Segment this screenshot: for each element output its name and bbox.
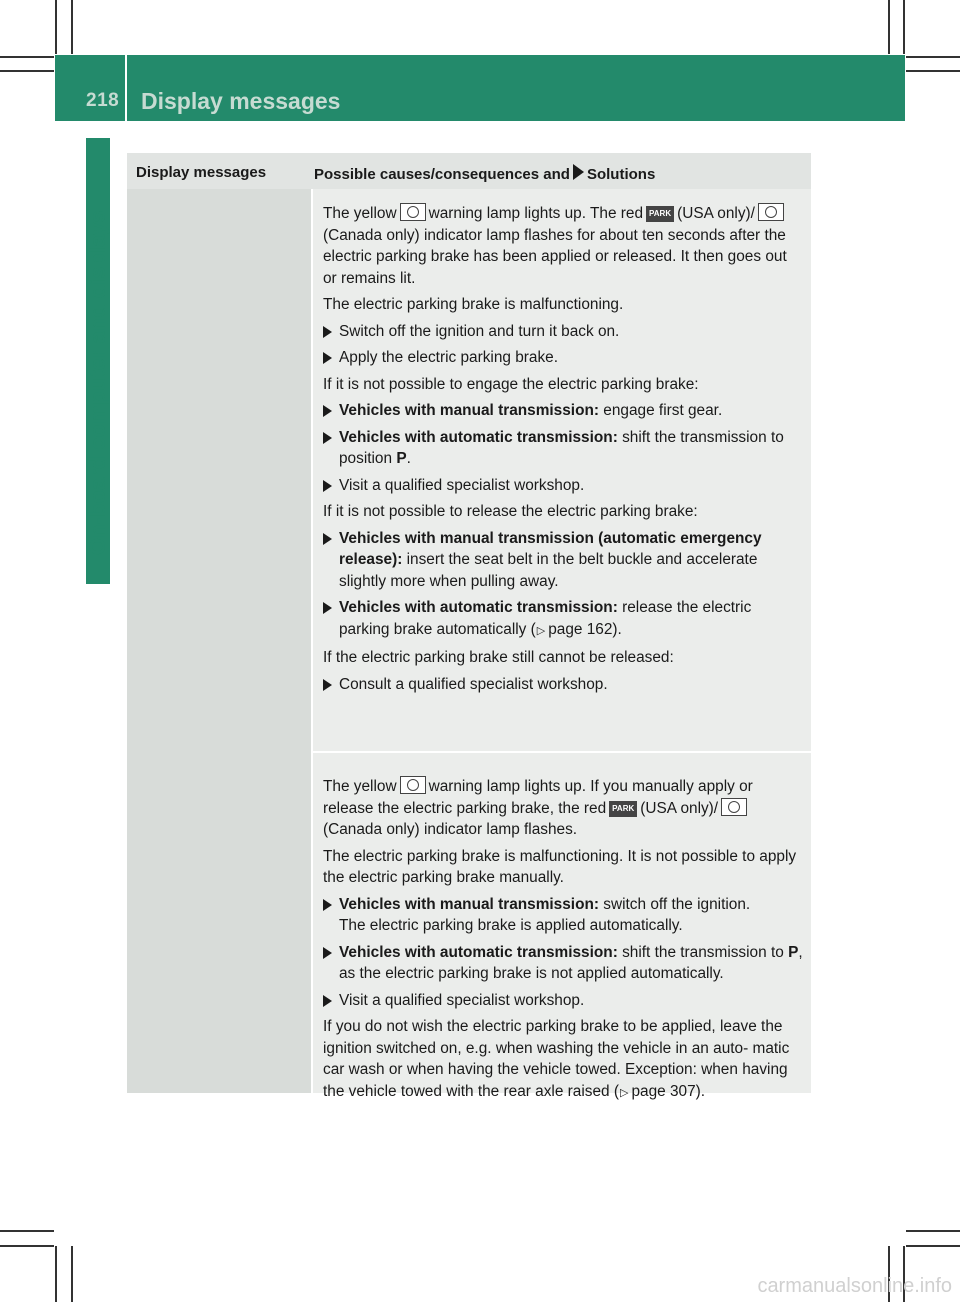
table-header [127,153,811,189]
column-header-display-messages: Display messages [136,164,267,181]
step-text: shift the transmission to position [339,428,784,467]
park-indicator-icon: PARK [609,801,637,817]
crop-mark [903,0,905,54]
step [323,894,803,937]
step-text: shift the transmission to [622,943,784,961]
page-number: 218 [86,90,120,111]
crop-mark [888,0,890,54]
step [323,347,803,369]
solutions-cell [313,189,811,1100]
step-bold: Vehicles with manual transmission (automatic emergency release): [339,529,762,568]
page-title: Display messages [141,88,341,114]
column-header-text: Possible causes/consequences and [314,166,570,183]
step [323,528,803,593]
crop-mark [0,1245,54,1247]
step-text: Switch off the ignition and turn it back on. [339,322,620,340]
column-header-text: Solutions [586,166,656,183]
crop-mark [906,1245,960,1247]
crop-mark [906,1230,960,1232]
table-body [127,189,811,1100]
step-arrow-icon [323,326,332,338]
park-indicator-icon: PARK [646,206,674,222]
step-arrow-icon [323,995,332,1007]
solution-block [313,189,811,753]
text: (USA only)/ [640,799,719,817]
step-arrow-icon [323,432,332,444]
step-arrow-icon [323,679,332,691]
paragraph: If it is not possible to release the electric parking brake: [323,503,698,520]
column-header-solutions [314,153,811,189]
step-arrow-icon [323,602,332,614]
text: warning lamp lights up. If you manually apply or release the electric parking brake, the red [323,778,753,817]
text: warning lamp lights up. The red [428,205,644,222]
step-text: Consult a qualified specialist workshop. [339,675,608,693]
paragraph [323,776,803,841]
parking-brake-indicator-icon [758,203,784,221]
step-text: insert the seat belt in the belt buckle and accelerate slightly more when pulling away. [339,551,758,590]
paragraph: The electric parking brake is malfunctioning. It is not possible to apply the electric parking brake manually. [323,847,797,886]
step-arrow-icon [323,405,332,417]
step-text: release the electric parking brake automatically ( [339,599,752,638]
arrow-icon [573,164,584,180]
step-bold: Vehicles with manual transmission: [339,402,600,419]
parking-brake-indicator-icon [721,798,747,816]
text: (USA only)/ [677,205,755,222]
crop-mark [55,0,57,54]
paragraph [323,1016,803,1104]
page-ref-icon: ▷ [620,1086,629,1099]
text: (Canada only) indicator lamp flashes for about ten seconds after the electric parking brake has been applied or released. It then goes out or remains lit. [323,226,787,287]
step [323,990,803,1012]
step-arrow-icon [323,947,332,959]
paragraph: If it is not possible to engage the electric parking brake: [323,375,699,393]
display-message-cell [127,189,313,1093]
paragraph: If the electric parking brake still cannot be released: [323,649,674,666]
step-bold: Vehicles with automatic transmission: [339,599,618,616]
crop-mark [71,0,73,54]
paragraph [323,203,803,289]
step-bold: Vehicles with automatic transmission: [339,943,618,961]
watermark: carmanualsonline.info [757,1275,952,1297]
step-arrow-icon [323,533,332,545]
step [323,597,803,642]
text: If you do not wish the electric parking brake to be applied, leave the ignition switched on, e.g. when washing the vehicle in an auto- matic car wash or when having the vehicle towed. Exception: when having the vehicle towed with the rear axle raised ( [323,1018,790,1100]
crop-mark [906,56,960,58]
crop-mark [0,70,54,72]
text: The yellow [323,205,397,222]
parking-brake-warning-icon [400,776,426,794]
step-arrow-icon [323,899,332,911]
step-text: Visit a qualified specialist workshop. [339,476,585,494]
page-ref-icon: ▷ [536,624,546,637]
paragraph: The electric parking brake is malfunctioning. [323,296,624,313]
crop-mark [0,1230,54,1232]
solution-block [313,753,811,1100]
header-separator [125,55,127,121]
crop-mark [0,56,54,58]
step-text: , as the electric parking brake is not applied automatically. [339,943,803,982]
step [323,400,803,422]
step [323,674,803,696]
crop-mark [906,70,960,72]
messages-table [127,153,811,1100]
text: The yellow [323,778,397,795]
step-text: switch off the ignition. [603,895,751,913]
page-reference[interactable]: page 307). [631,1082,706,1100]
crop-mark [55,1246,57,1302]
step-arrow-icon [323,352,332,364]
step-text: Visit a qualified specialist workshop. [339,991,585,1009]
gear-position: P [788,943,799,961]
parking-brake-warning-icon [400,203,426,221]
step-bold: Vehicles with automatic transmission: [339,428,618,446]
step: Vehicles with automatic transmission: shift the transmission to position P. [323,427,803,470]
crop-mark [71,1246,73,1302]
step-text: Apply the electric parking brake. [339,349,559,366]
step-bold: Vehicles with manual transmission: [339,895,600,913]
step-text: engage first gear. [603,402,723,419]
section-label: On-board computer and displays [85,210,110,555]
step [323,321,803,343]
page-reference[interactable]: page 162). [548,620,622,638]
step [323,942,803,985]
gear-position: P [396,450,407,467]
text: (Canada only) indicator lamp flashes. [323,821,578,838]
step-text: The electric parking brake is applied automatically. [339,917,683,934]
step-arrow-icon [323,480,332,492]
step [323,475,803,497]
